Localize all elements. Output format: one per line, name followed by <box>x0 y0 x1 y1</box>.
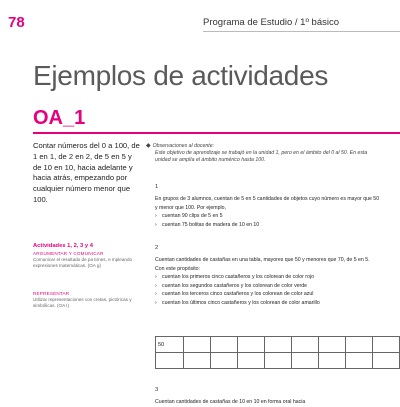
table-cell: 50 <box>156 337 184 353</box>
table-cell <box>345 353 372 369</box>
list-item: › cuentan 90 clips de 5 en 5 <box>155 212 380 221</box>
activity-bullets <box>155 273 380 307</box>
activity-number: 1 <box>155 184 159 190</box>
running-header: Programa de Estudio / 1º básico <box>203 17 340 28</box>
skill-title: ARGUMENTAR Y COMUNICAR <box>33 251 104 256</box>
skill-title: REPRESENTAR <box>33 291 70 296</box>
skill-block <box>33 291 141 310</box>
teacher-notes-title: Observaciones al docente: <box>152 143 215 149</box>
activity-subtext: Con este propósito: <box>155 265 200 272</box>
oa-heading: OA_1 <box>33 107 86 129</box>
activity-text: Cuentan cantidades de castañas en una tabla, mayores que 50 y menores que 70, de 5 en 5. <box>155 257 370 263</box>
table-cell <box>237 353 264 369</box>
activity-number: 3 <box>155 387 159 393</box>
page-title: Ejemplos de actividades <box>33 60 329 91</box>
table-cell <box>291 353 318 369</box>
table-cell <box>264 353 291 369</box>
activity-2 <box>155 245 380 308</box>
diamond-bullet-icon: ◆ <box>146 143 151 149</box>
table-cell <box>264 337 291 353</box>
list-item: › cuentan los terceros cinco castañeros y los colorean de color azul <box>155 290 380 299</box>
table-cell <box>372 353 399 369</box>
activity-1 <box>155 184 380 229</box>
skill-description: Utilizar representaciones con cretas, pictóricas y simbólicas. (OA I) <box>33 297 132 309</box>
table-cell <box>237 337 264 353</box>
table-cell <box>210 353 237 369</box>
teacher-notes <box>146 143 371 165</box>
list-item: › cuentan los primeros cinco castañeros y los colorean de color rojo <box>155 273 380 282</box>
table-cell <box>210 337 237 353</box>
list-item: › cuentan los últimos cinco castañeros y los colorean de color amarillo <box>155 299 380 308</box>
skill-block <box>33 251 141 270</box>
table-cell <box>291 337 318 353</box>
table-cell <box>318 337 345 353</box>
list-item: › cuentan 75 bolitas de madera de 10 en 10 <box>155 221 380 230</box>
activity-text: Cuentan cantidades de castañas de 10 en 10 en forma oral hacia <box>155 399 306 405</box>
oa-divider <box>33 132 400 134</box>
table-cell <box>156 353 184 369</box>
activity-text: En grupos de 3 alumnos, cuentan de 5 en 5 cantidades de objetos cuyo número es mayor que 50 y menor que 100. Por ejemplo, <box>155 196 380 211</box>
counting-table <box>155 336 400 369</box>
table-cell <box>372 337 399 353</box>
activities-label: Actividades 1, 2, 3 y 4 <box>33 243 93 249</box>
table-cell <box>183 353 210 369</box>
table-row <box>156 353 400 369</box>
list-item: › cuentan los segundos castañeros y los colorean de color verde <box>155 282 380 291</box>
activity-3 <box>155 387 380 407</box>
page-number: 78 <box>8 14 25 31</box>
table-cell <box>183 337 210 353</box>
activity-number: 2 <box>155 245 159 251</box>
table-row <box>156 337 400 353</box>
learning-objective: Contar números del 0 a 100, de 1 en 1, de 2 en 2, de 5 en 5 y de 10 en 10, hacia adelante y hacia atrás, empezando por cualquier número menor que 100. <box>33 141 140 204</box>
table-cell <box>345 337 372 353</box>
teacher-notes-title-row <box>146 143 371 150</box>
header-divider <box>203 31 400 32</box>
activity-bullets <box>155 212 380 229</box>
table-cell <box>318 353 345 369</box>
skill-description: Comunicar el resultado de pa tirnes, e mpleando expresiones matemáticas. (OA g) <box>33 257 133 269</box>
teacher-notes-text: Este objetivo de aprendizaje se trabajó en la unidad 1, pero en el ámbito del 0 al 50. En esta unidad se amplía el ámbito numérico hasta 100. <box>155 150 368 164</box>
